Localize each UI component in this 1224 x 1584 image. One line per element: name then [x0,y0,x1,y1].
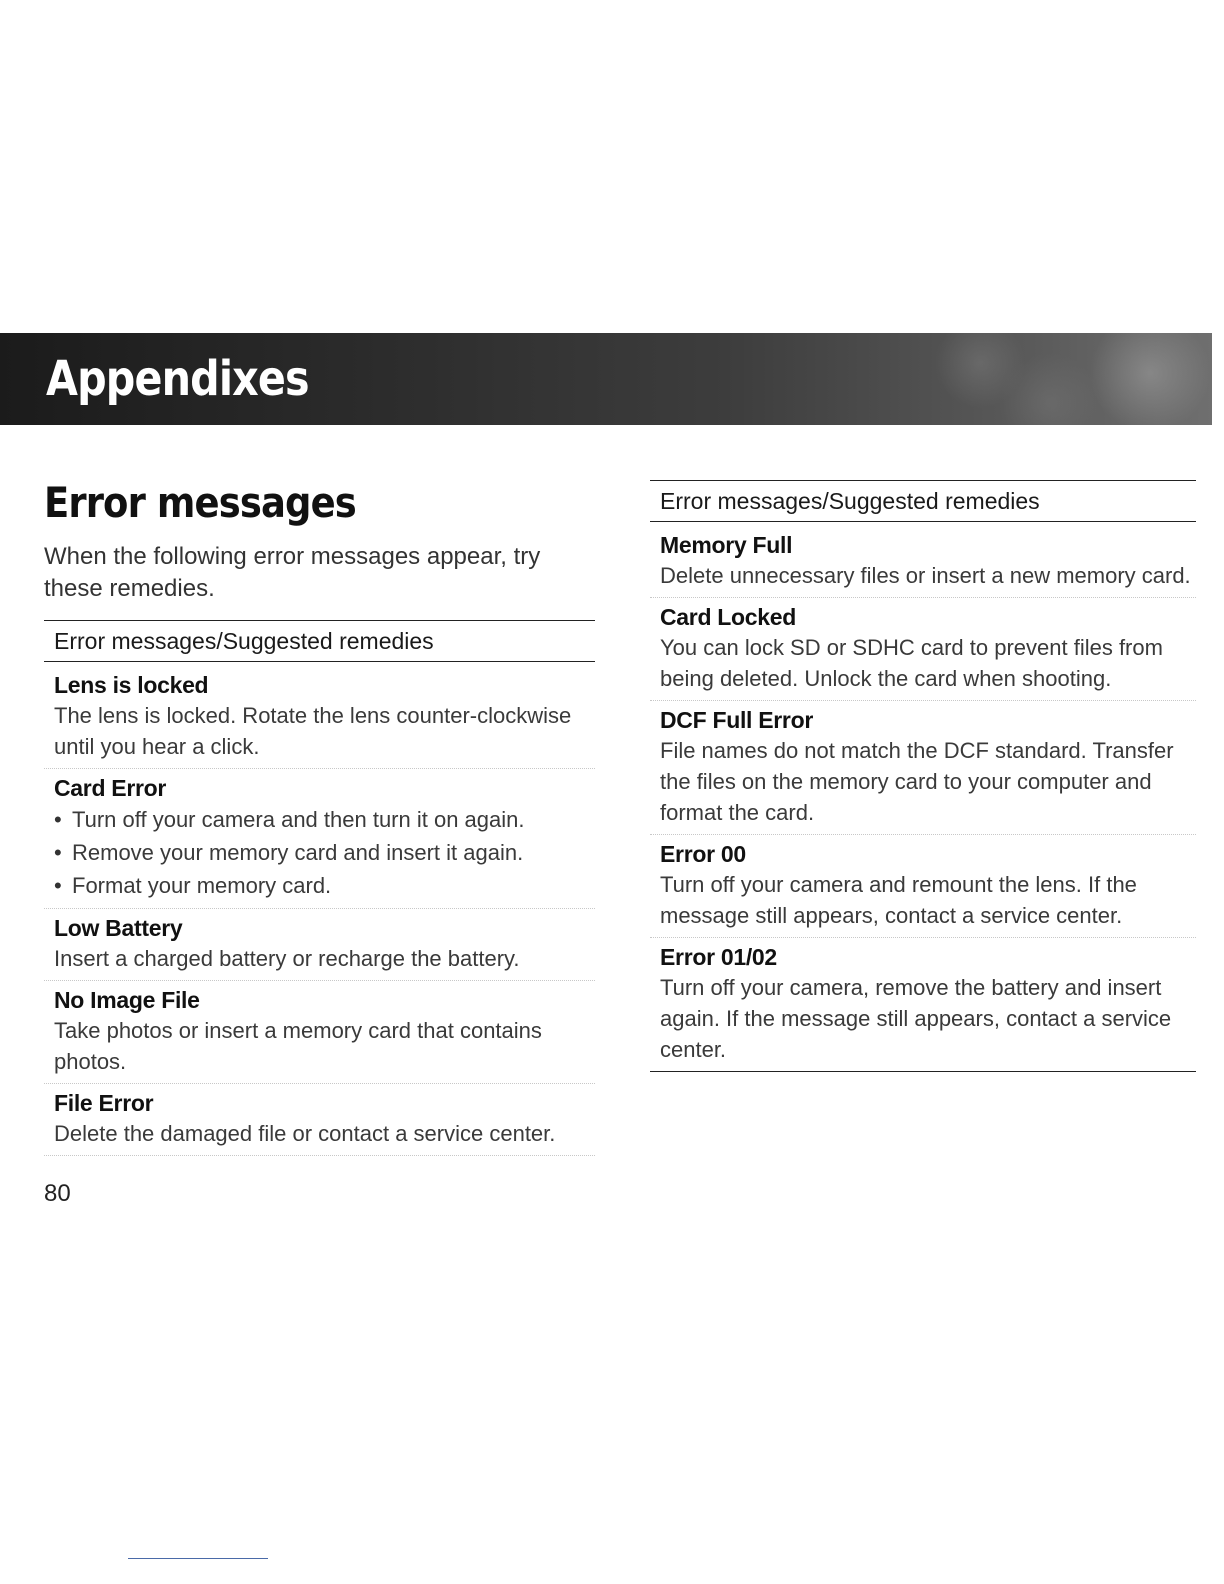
table-header: Error messages/Suggested remedies [44,620,595,662]
entry-title: DCF Full Error [660,707,813,733]
entry-no-image-file [44,981,595,1084]
entry-title: No Image File [54,987,200,1013]
bullet-list [54,803,595,902]
footer-rule [128,1558,268,1559]
entry-text: Insert a charged battery or recharge the battery. [54,946,520,971]
entry-error-01-02 [650,938,1196,1072]
entry-title: Error 01/02 [660,944,777,970]
entry-file-error [44,1084,595,1156]
entry-text: You can lock SD or SDHC card to prevent files from being deleted. Unlock the card when shooting. [660,635,1163,691]
entry-memory-full [650,526,1196,598]
entry-title: Error 00 [660,841,746,867]
error-table-left [44,620,595,1156]
entry-title: Card Locked [660,604,797,630]
entry-text: File names do not match the DCF standard. Transfer the files on the memory card to your computer and format the card. [660,738,1174,825]
error-table-right [650,480,1196,1072]
entry-lens-locked [44,666,595,769]
entry-text: Turn off your camera, remove the battery and insert again. If the message still appears, contact a service center. [660,975,1172,1062]
table-header: Error messages/Suggested remedies [650,480,1196,522]
entry-text: Take photos or insert a memory card that contains photos. [54,1018,542,1074]
intro-text: When the following error messages appear, try these remedies. [44,543,541,602]
entry-card-locked [650,598,1196,701]
entry-title: Card Error [54,775,167,801]
bullet-item: • Format your memory card. [54,869,595,902]
entry-dcf-full-error [650,701,1196,835]
entry-title: Low Battery [54,915,183,941]
entry-card-error [44,769,595,909]
entry-text: The lens is locked. Rotate the lens counter-clockwise until you hear a click. [54,703,572,759]
bullet-item: • Remove your memory card and insert it again. [54,836,595,869]
page-number: 80 [44,1180,71,1207]
entry-text: Delete unnecessary files or insert a new memory card. [660,563,1191,588]
entry-text: Delete the damaged file or contact a service center. [54,1121,556,1146]
page-title: Error messages [44,478,356,527]
entry-title: Lens is locked [54,672,209,698]
section-banner [0,333,1212,425]
entry-low-battery [44,909,595,981]
section-title: Appendixes [46,351,309,407]
bullet-item: • Turn off your camera and then turn it on again. [54,803,595,836]
entry-error-00 [650,835,1196,938]
entry-title: File Error [54,1090,154,1116]
entry-title: Memory Full [660,532,793,558]
entry-text: Turn off your camera and remount the lens. If the message still appears, contact a service center. [660,872,1137,928]
